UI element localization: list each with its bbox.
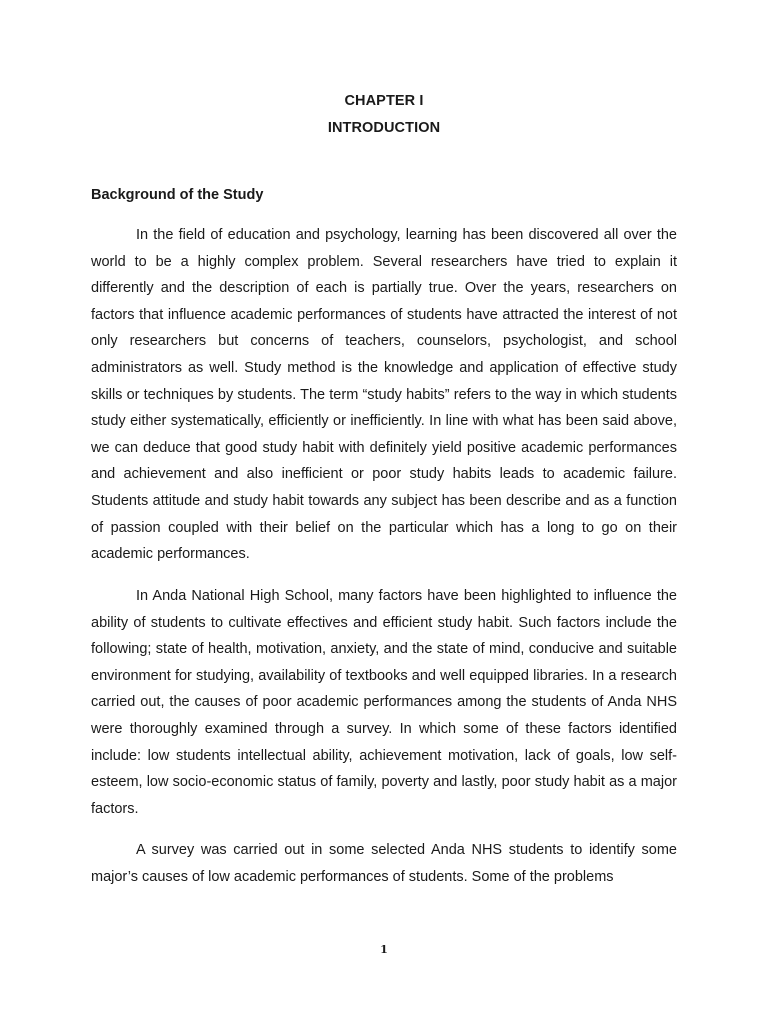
paragraph: A survey was carried out in some selected Anda NHS students to identify some major’s causes of low academic performances of students. Some of the problems [91,842,677,885]
paragraph: In the field of education and psychology, learning has been discovered all over the world to be a highly complex problem. Several researchers have tried to explain it differently and the description of each is partially true. Over the years, researchers on factors that influence academic performances of students have attracted the interest of not only researchers but concerns of teachers, counselors, psychologist, and school administrators as well. Study method is the knowledge and application of effective study skills or techniques by students. The term “study habits” refers to the way in which students study either systematically, efficiently or inefficiently. In line with what has been said above, we can deduce that good study habit with definitely yield positive academic performances and achievement and also inefficient or poor study habits leads to academic failure. Students attitude and study habit towards any subject has been describe and as a function of passion coupled with their belief on the particular which has a long to go on their academic performances. [91,227,677,563]
chapter-number: CHAPTER I [344,93,424,109]
section-heading: Background of the Study [91,187,264,203]
page-number: 1 [380,943,388,956]
paragraph: In Anda National High School, many factors have been highlighted to influence the ability of students to cultivate effectives and efficient study habit. Such factors include the following; state of health, motivation, anxiety, and the state of mind, conducive and suitable environment for studying, availability of textbooks and well equipped libraries. In a research carried out, the causes of poor academic performances among the students of Anda NHS were thoroughly examined through a survey. In which some of these factors identified include: low students intellectual ability, achievement motivation, lack of goals, low self-esteem, low socio-economic status of family, poverty and lastly, poor study habit as a major factors. [91,588,677,817]
chapter-title: INTRODUCTION [327,120,441,136]
